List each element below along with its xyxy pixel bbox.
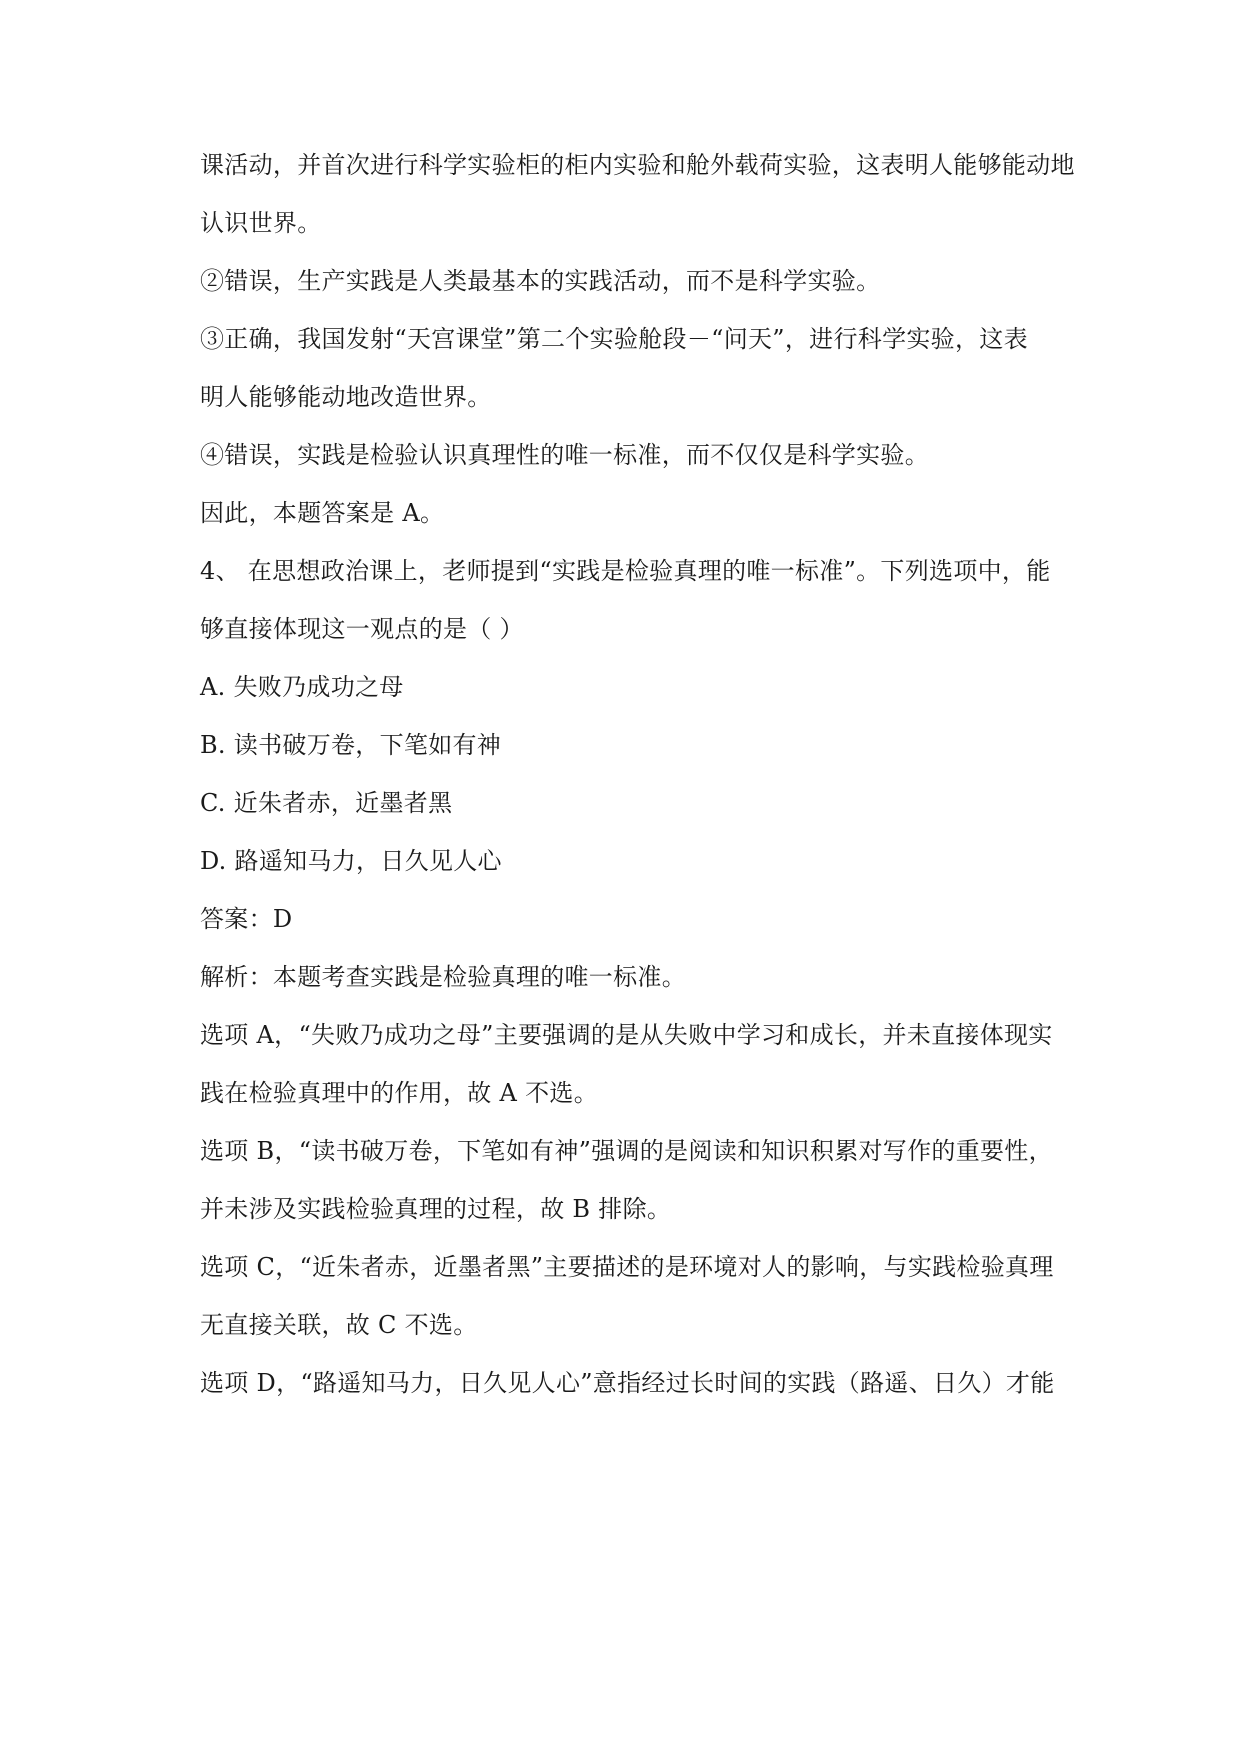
option-d: D. 路遥知马力，日久见人心 [200, 847, 502, 875]
answer-line: 答案：D [200, 905, 293, 933]
analysis-line: 践在检验真理中的作用，故 A 不选。 [200, 1079, 598, 1107]
text-line: 课活动，并首次进行科学实验柜的柜内实验和舱外载荷实验，这表明人能够能动地 [200, 151, 1075, 179]
option-a: A. 失败乃成功之母 [200, 673, 404, 701]
option-c: C. 近朱者赤，近墨者黑 [200, 789, 453, 817]
text-line: ③正确，我国发射“天宫课堂”第二个实验舱段－“问天”，进行科学实验，这表 [200, 325, 1028, 353]
question-line: 够直接体现这一观点的是（ ） [200, 615, 524, 643]
analysis-line: 无直接关联，故 C 不选。 [200, 1311, 478, 1339]
text-line: 明人能够能动地改造世界。 [200, 383, 492, 411]
analysis-line: 并未涉及实践检验真理的过程，故 B 排除。 [200, 1195, 672, 1223]
text-line: 因此，本题答案是 A。 [200, 499, 445, 527]
analysis-line: 选项 A，“失败乃成功之母”主要强调的是从失败中学习和成长，并未直接体现实 [200, 1021, 1053, 1049]
analysis-line: 选项 B，“读书破万卷，下笔如有神”强调的是阅读和知识积累对写作的重要性， [200, 1137, 1053, 1165]
question-line: 4、 在思想政治课上，老师提到“实践是检验真理的唯一标准”。下列选项中，能 [200, 557, 1051, 585]
analysis-line: 选项 D，“路遥知马力，日久见人心”意指经过长时间的实践（路遥、日久）才能 [200, 1369, 1055, 1397]
analysis-line: 解析：本题考查实践是检验真理的唯一标准。 [200, 963, 686, 991]
analysis-line: 选项 C，“近朱者赤，近墨者黑”主要描述的是环境对人的影响，与实践检验真理 [200, 1253, 1054, 1281]
option-b: B. 读书破万卷，下笔如有神 [200, 731, 502, 759]
text-line: ②错误，生产实践是人类最基本的实践活动，而不是科学实验。 [200, 267, 881, 295]
text-line: 认识世界。 [200, 209, 322, 237]
text-line: ④错误，实践是检验认识真理性的唯一标准，而不仅仅是科学实验。 [200, 441, 929, 469]
